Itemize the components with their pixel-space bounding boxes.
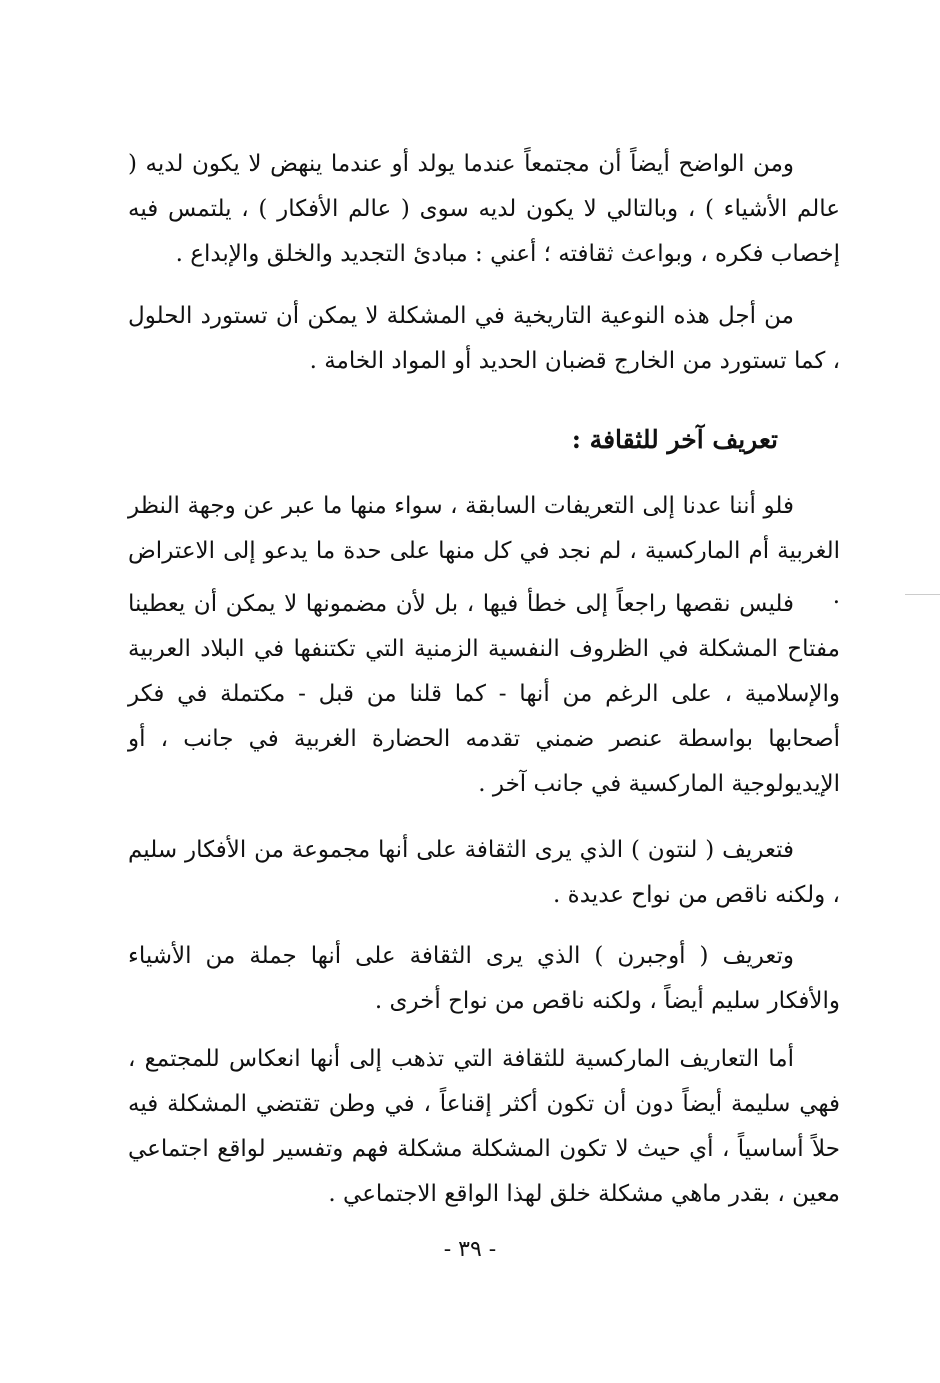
paragraph-intro: ومن الواضح أيضاً أن مجتمعاً عندما يولد أو عندما ينهض لا يكون لديه ( عالم الأشياء ) ، وبالتالي لا يكون لديه سوى ( عالم الأفكار ) ، يلتمس فيه إخصاب فكره ، وبواعث ثقافته ؛ أعني : مبادئ التجديد والخلق والإبداع . (128, 151, 840, 267)
paragraph-deficiency: فليس نقصها راجعاً إلى خطأ فيها ، بل لأن مضمونها لا يمكن أن يعطينا مفتاح المشكلة في الظروف النفسية الزمنية التي تكتنفها في البلاد العربية والإسلامية ، على الرغم من أنها - كما قلنا من قبل - مكتملة في فكر أصحابها بواسطة عنصر ضمني تقدمه الحضارة الغربية في جانب ، أو الإيديولوجية الماركسية في جانب آخر . (128, 591, 840, 797)
page-number: - ٣٩ - (443, 1237, 497, 1262)
section-heading: تعريف آخر للثقافة : (571, 425, 778, 454)
margin-rule (905, 594, 940, 595)
paragraph-historical-nature: من أجل هذه النوعية التاريخية في المشكلة لا يمكن أن تستورد الحلول ، كما تستورد من الخارج قضبان الحديد أو المواد الخامة . (128, 303, 840, 374)
paragraph-marxist-definitions: أما التعاريف الماركسية للثقافة التي تذهب إلى أنها انعكاس للمجتمع ، فهي سليمة أيضاً دون أن تكون أكثر إقناعاً ، في وطن تقتضي المشكلة فيه حلاً أساسياً ، أي حيث لا تكون المشكلة مشكلة فهم وتفسير لواقع اجتماعي معين ، بقدر ماهي مشكلة خلق لهذا الواقع الاجتماعي . (128, 1046, 840, 1207)
paragraph-ogburn-definition: وتعريف ( أوجبرن ) الذي يرى الثقافة على أنها جملة من الأشياء والأفكار سليم أيضاً ، ولكنه ناقص من نواح أخرى . (128, 943, 840, 1014)
paragraph-linton-definition: فتعريف ( لنتون ) الذي يرى الثقافة على أنها مجموعة من الأفكار سليم ، ولكنه ناقص من نواح عديدة . (128, 837, 840, 908)
paragraph-previous-definitions: فلو أننا عدنا إلى التعريفات السابقة ، سواء منها ما عبر عن وجهة النظر الغربية أم الماركسية ، لم نجد في كل منها على حدة ما يدعو إلى الاعتراض . (128, 493, 840, 609)
